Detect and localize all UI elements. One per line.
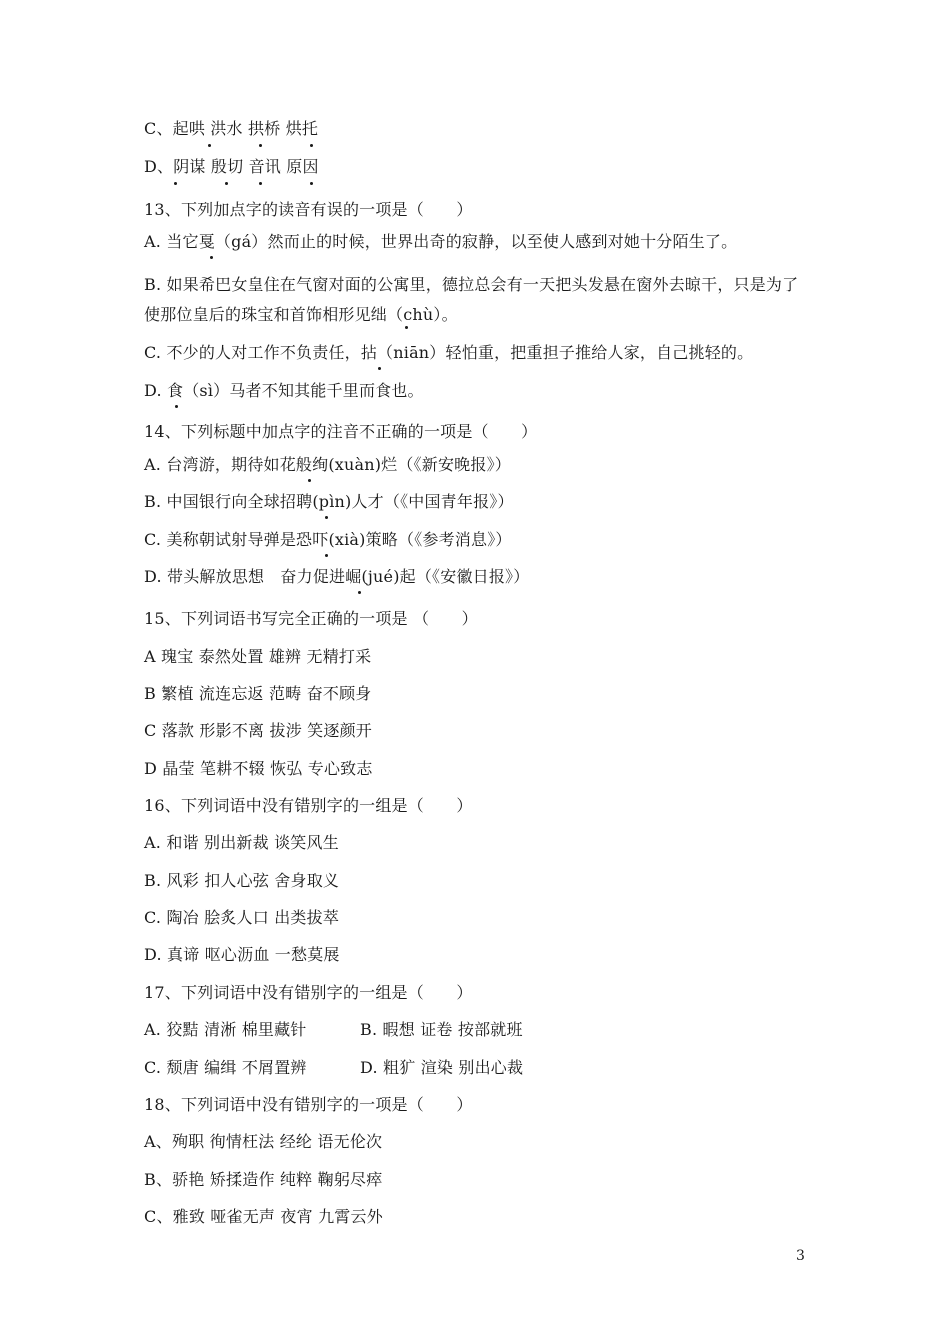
q15-option-a: A 瑰宝 泰然处置 雄辨 无精打采: [144, 647, 372, 666]
emphasis-dot: [259, 182, 262, 185]
q16-option-d: D. 真谛 呕心沥血 一愁莫展: [144, 945, 340, 964]
emphasis-dot: [310, 182, 313, 185]
option-c-prev: C、起哄 洪水 拱桥 烘托: [144, 119, 319, 138]
q16-option-c: C. 陶冶 脍炙人口 出类拔萃: [144, 908, 340, 927]
q18-option-b: B、骄艳 矫揉造作 纯粹 鞠躬尽瘁: [144, 1170, 383, 1189]
q13-option-b: B. 如果希巴女皇住在气窗对面的公寓里，德拉总会有一天把头发悬在窗外去晾干，只是为了使那位皇后的珠宝和首饰相形见绌（chù）。: [144, 275, 799, 324]
emphasis-dot: [208, 144, 211, 147]
q18-option-c: C、雅致 哑雀无声 夜宵 九霄云外: [144, 1207, 383, 1226]
q17-row-ab: [144, 1019, 844, 1041]
emphasis-dot: [225, 182, 228, 185]
q14-stem: 14、下列标题中加点字的注音不正确的一项是（ ）: [144, 422, 538, 441]
q13-option-c: C. 不少的人对工作不负责任，拈（niān）轻怕重，把重担子推给人家，自己挑轻的。: [144, 343, 754, 362]
emphasis-dot: [308, 479, 311, 482]
q16-stem: 16、下列词语中没有错别字的一组是（ ）: [144, 796, 473, 815]
q13-option-a: A. 当它戛（gá）然而止的时候，世界出奇的寂静，以至使人感到对她十分陌生了。: [144, 232, 738, 251]
q14-option-b: B. 中国银行向全球招聘(pìn)人才（《中国青年报》）: [144, 492, 514, 511]
q17-option-b: B. 暇想 证卷 按部就班: [360, 1020, 523, 1039]
emphasis-dot: [325, 516, 328, 519]
page-number: 3: [796, 1248, 805, 1264]
emphasis-dot: [175, 405, 178, 408]
q14-option-a: A. 台湾游，期待如花般绚(xuàn)烂（《新安晚报》）: [144, 455, 511, 474]
q16-option-a: A. 和谐 别出新裁 谈笑风生: [144, 833, 339, 852]
q13-option-d: D. 食（sì）马者不知其能千里而食也。: [144, 381, 424, 400]
q18-stem: 18、下列词语中没有错别字的一项是（ ）: [144, 1095, 473, 1114]
q17-row-cd: [144, 1057, 844, 1079]
q17-option-c: C. 颓唐 编缉 不屑置辨: [144, 1058, 307, 1077]
emphasis-dot: [325, 554, 328, 557]
q15-option-c: C 落款 形影不离 拔涉 笑逐颜开: [144, 721, 372, 740]
emphasis-dot: [259, 144, 262, 147]
q15-stem: 15、下列词语书写完全正确的一项是 （ ）: [144, 609, 478, 628]
q14-option-d: D. 带头解放思想 奋力促进崛(jué)起（《安徽日报》）: [144, 567, 530, 586]
emphasis-dot: [378, 367, 381, 370]
emphasis-dot: [174, 182, 177, 185]
q17-option-a: A. 狡黠 清淅 棉里藏针: [144, 1020, 307, 1039]
q13-stem: 13、下列加点字的读音有误的一项是（ ）: [144, 200, 473, 219]
emphasis-dot: [358, 591, 361, 594]
q16-option-b: B. 风彩 扣人心弦 舍身取义: [144, 871, 340, 890]
q15-option-b: B 繁植 流连忘返 范畴 奋不顾身: [144, 684, 372, 703]
emphasis-dot: [210, 256, 213, 259]
q17-option-d: D. 粗犷 渲染 别出心裁: [360, 1058, 524, 1077]
q14-option-c: C. 美称朝试射导弹是恐吓(xià)策略（《参考消息》）: [144, 530, 512, 549]
q15-option-d: D 晶莹 笔耕不辍 恢弘 专心致志: [144, 759, 373, 778]
q17-stem: 17、下列词语中没有错别字的一组是（ ）: [144, 983, 473, 1002]
emphasis-dot: [405, 326, 408, 329]
emphasis-dot: [310, 144, 313, 147]
q18-option-a: A、殉职 徇情枉法 经纶 语无伦次: [144, 1132, 383, 1151]
option-d-prev: D、阴谋 殷切 音讯 原因: [144, 157, 319, 176]
